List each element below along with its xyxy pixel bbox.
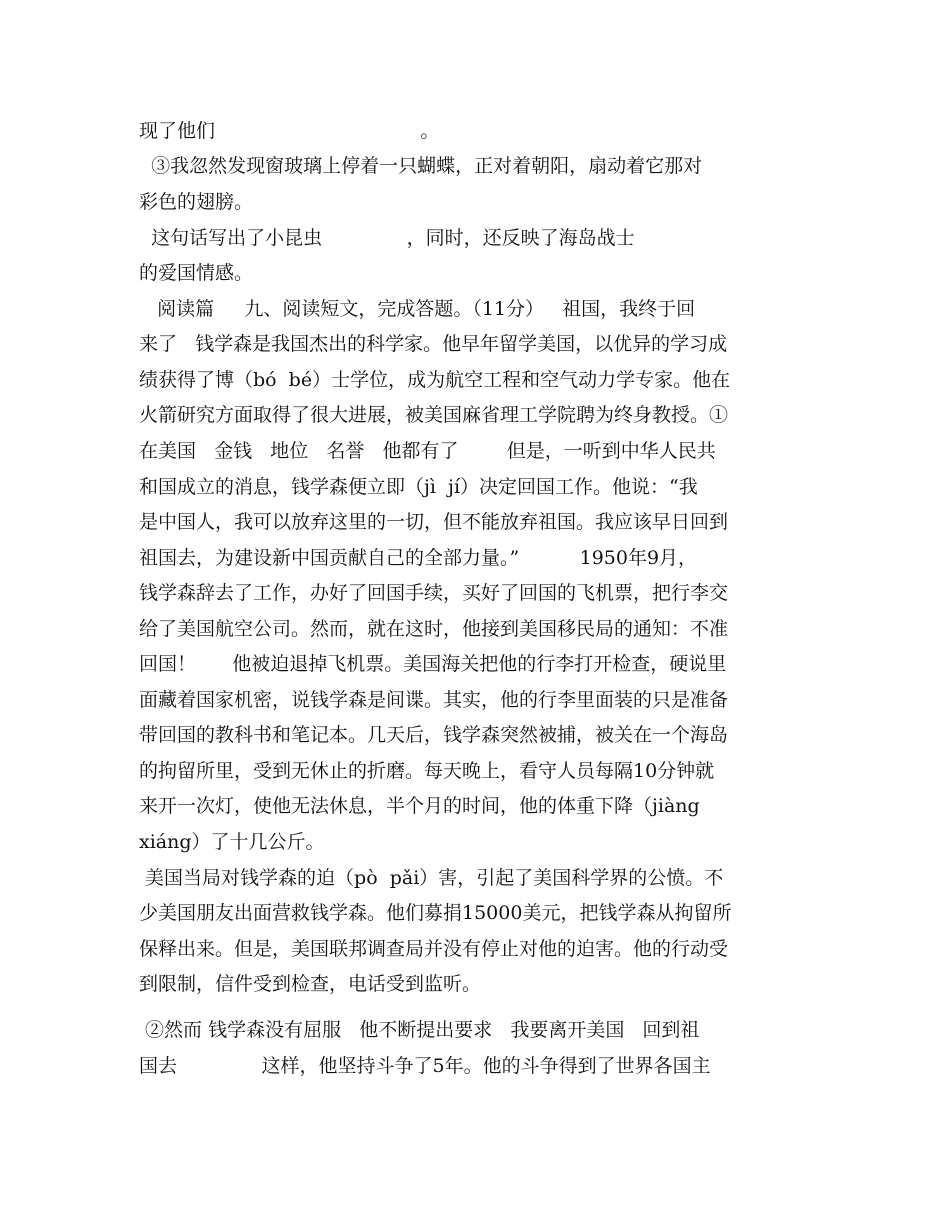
text-line: 来开一次灯，使他无法休息，半个月的时间，他的体重下降（jiàng	[139, 795, 700, 817]
text-line: 彩色的翅膀。	[139, 191, 254, 213]
text-line: ②然而 钱学森没有屈服 他不断提出要求 我要离开美国 回到祖	[139, 1019, 700, 1041]
text-line: 在美国 金钱 地位 名誉 他都有了 但是，一听到中华人民共	[139, 440, 716, 462]
text-line: 来了 钱学森是我国杰出的科学家。他早年留学美国，以优异的学习成	[139, 333, 728, 355]
text-line: 带回国的教科书和笔记本。几天后，钱学森突然被捕，被关在一个海岛	[139, 724, 729, 746]
text-line: 和国成立的消息，钱学森便立即（jì jí）决定回国工作。他说：“我	[139, 476, 698, 498]
text-line: 阅读篇 九、阅读短文，完成答题。（11分） 祖国，我终于回	[139, 298, 696, 320]
text-line: ③我忽然发现窗玻璃上停着一只蝴蝶，正对着朝阳，扇动着它那对	[139, 155, 703, 177]
text-line: 这句话写出了小昆虫 ，同时，还反映了海岛战士	[139, 227, 635, 249]
text-line: 给了美国航空公司。然而，就在这时，他接到美国移民局的通知：不准	[139, 618, 729, 640]
text-line: 保释出来。但是，美国联邦调查局并没有停止对他的迫害。他的行动受	[139, 938, 729, 960]
text-line: 的爱国情感。	[139, 262, 254, 284]
text-line: 回国！ 他被迫退掉飞机票。美国海关把他的行李打开检查，硬说里	[139, 653, 727, 675]
text-line: 绩获得了博（bó bé）士学位，成为航空工程和空气动力学专家。他在	[139, 369, 731, 391]
text-line: 少美国朋友出面营救钱学森。他们募捐15000美元，把钱学森从拘留所	[139, 902, 732, 924]
text-line: 美国当局对钱学森的迫（pò pǎi）害，引起了美国科学界的公愤。不	[139, 867, 724, 889]
text-line: 面藏着国家机密，说钱学森是间谍。其实，他的行李里面装的只是准备	[139, 689, 729, 711]
text-line: 祖国去，为建设新中国贡献自己的全部力量。” 1950年9月，	[139, 547, 698, 569]
text-line: xiáng）了十几公斤。	[139, 831, 325, 853]
text-line: 国去 这样，他坚持斗争了5年。他的斗争得到了世界各国主	[139, 1055, 711, 1077]
text-line: 是中国人，我可以放弃这里的一切，但不能放弃祖国。我应该早日回到	[139, 511, 729, 533]
text-line: 钱学森辞去了工作，办好了回国手续，买好了回国的飞机票，把行李交	[139, 582, 729, 604]
text-line: 到限制，信件受到检查，电话受到监听。	[139, 973, 482, 995]
text-line: 火箭研究方面取得了很大进展，被美国麻省理工学院聘为终身教授。①	[139, 404, 729, 426]
text-line: 现了他们 。	[139, 120, 440, 142]
text-line: 的拘留所里，受到无休止的折磨。每天晚上，看守人员每隔10分钟就	[139, 760, 715, 782]
